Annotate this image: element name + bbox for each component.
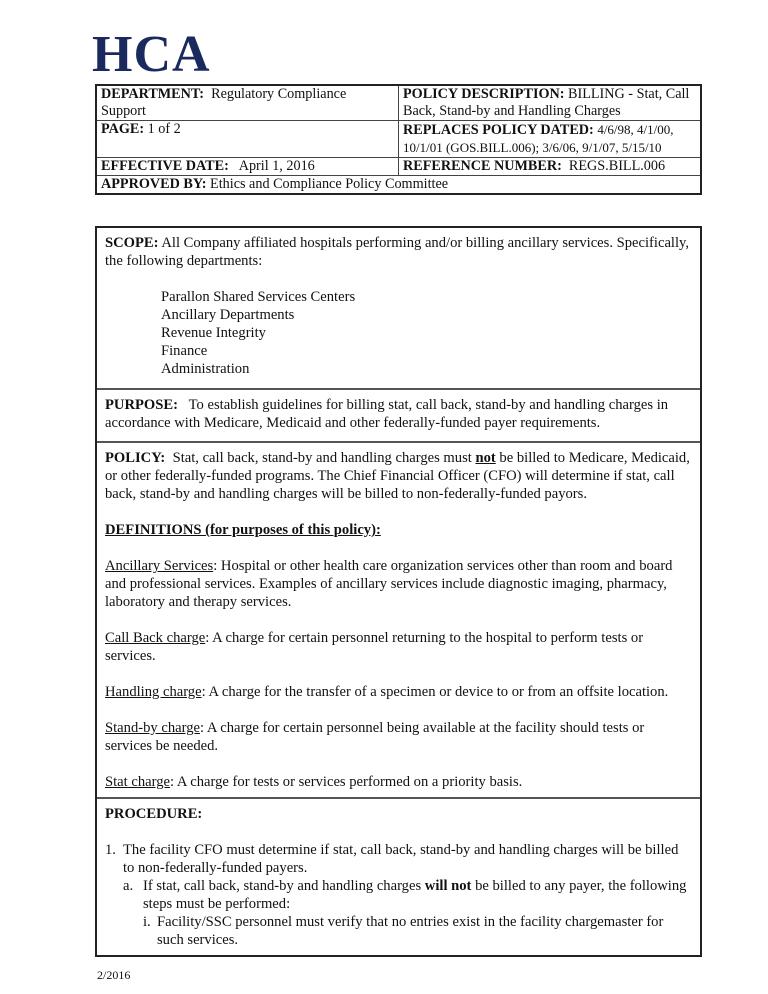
definition-item [105, 773, 692, 791]
replaces-label: REPLACES POLICY DATED: [403, 122, 594, 138]
definition-text: : Hospital or other health care organization services other than room and board and professional services. Examples of ancillary services include diagnostic imaging, pharmacy, laboratory and therapy services. [105, 558, 673, 610]
purpose-section [97, 390, 700, 443]
reference-value: REGS.BILL.006 [568, 158, 666, 174]
step-text: The facility CFO must determine if stat, call back, stand-by and handling charges will be billed to non-federally-funded payers. [123, 842, 679, 876]
definitions-heading: DEFINITIONS (for purposes of this policy): [105, 522, 381, 538]
approved-label: APPROVED BY: [101, 176, 207, 192]
replaces-value-1: 4/6/98, 4/1/00, [597, 122, 674, 137]
reference-label: REFERENCE NUMBER: [403, 158, 562, 174]
definition-text: : A charge for certain personnel returning to the hospital to perform tests or services. [105, 630, 644, 664]
page-value: 1 of 2 [147, 121, 181, 137]
description-value: BILLING - Stat, Call Back, Stand-by and Handling Charges [403, 86, 690, 119]
replaces-value-2: 10/1/01 (GOS.BILL.006); 3/6/06, 9/1/07, 5/15/10 [403, 140, 662, 155]
definition-text: : A charge for certain personnel being available at the facility should tests or services be needed. [105, 720, 645, 754]
approved-value: Ethics and Compliance Policy Committee [210, 176, 449, 192]
purpose-text: To establish guidelines for billing stat, call back, stand-by and handling charges in accordance with Medicare, Medicaid and other federally-funded payer requirements. [105, 397, 669, 431]
department-item: Revenue Integrity [161, 325, 266, 341]
procedure-step-1 [105, 841, 692, 877]
definition-term: Handling charge [105, 684, 202, 700]
definition-term: Stand-by charge [105, 720, 200, 736]
department-item: Parallon Shared Services Centers [161, 289, 356, 305]
definition-item [105, 629, 692, 665]
step-text: be billed to any payer, the following steps must be performed: [143, 878, 687, 912]
policy-text: be billed to Medicare, Medicaid, or other federally-funded programs. The Chief Financial Officer (CFO) will determine if stat, call back, stand-by and handling charges will be billed to non-federally-funded payors. [105, 450, 690, 502]
page-label: PAGE: [101, 121, 145, 137]
department-item: Administration [161, 361, 250, 377]
policy-header-table [95, 84, 702, 195]
department-label: DEPARTMENT: [101, 86, 205, 102]
policy-body [95, 226, 702, 957]
step-text: Facility/SSC personnel must verify that no entries exist in the facility chargemaster for such services. [157, 914, 664, 948]
policy-label: POLICY: [105, 450, 166, 466]
department-item: Ancillary Departments [161, 307, 295, 323]
definition-term: Call Back charge [105, 630, 206, 646]
description-label: POLICY DESCRIPTION: [403, 86, 565, 102]
definition-item [105, 719, 692, 755]
procedure-step-1ai [105, 913, 692, 949]
approved-cell [96, 176, 701, 195]
department-value: Regulatory Compliance Support [101, 86, 347, 119]
definition-term: Stat charge [105, 774, 170, 790]
policy-text: Stat, call back, stand-by and handling charges must [172, 450, 472, 466]
policy-body-wrapper [95, 226, 702, 983]
step-text: If stat, call back, stand-by and handling charges [143, 878, 422, 894]
department-item: Finance [161, 343, 208, 359]
hca-logo: HCA [92, 26, 211, 83]
definition-item [105, 683, 692, 701]
procedure-heading: PROCEDURE: [105, 806, 203, 822]
step-number: i. [143, 914, 151, 930]
definition-text: : A charge for tests or services performed on a priority basis. [169, 774, 523, 790]
purpose-label: PURPOSE: [105, 397, 178, 413]
footer-date: 2/2016 [97, 968, 131, 982]
step-number: a. [123, 878, 134, 894]
policy-emphasis: not [475, 450, 496, 466]
scope-section [97, 228, 700, 390]
scope-label: SCOPE: [105, 235, 159, 251]
reference-cell [399, 158, 702, 176]
scope-text: All Company affiliated hospitals performing and/or billing ancillary services. Specifically, the following departments: [105, 235, 690, 269]
department-cell [96, 85, 399, 121]
replaces-cell [399, 121, 702, 158]
policy-section [97, 443, 700, 799]
description-cell [399, 85, 702, 121]
step-emphasis: will not [424, 878, 472, 894]
definition-item [105, 557, 692, 611]
effective-label: EFFECTIVE DATE: [101, 158, 229, 174]
definition-term: Ancillary Services [105, 558, 214, 574]
procedure-section [97, 799, 700, 955]
procedure-step-1a [105, 877, 692, 913]
page-cell [96, 121, 399, 158]
effective-value: April 1, 2016 [238, 158, 315, 174]
definition-text: : A charge for the transfer of a specimen or device to or from an offsite location. [201, 684, 669, 700]
step-number: 1. [105, 842, 116, 858]
effective-cell [96, 158, 399, 176]
